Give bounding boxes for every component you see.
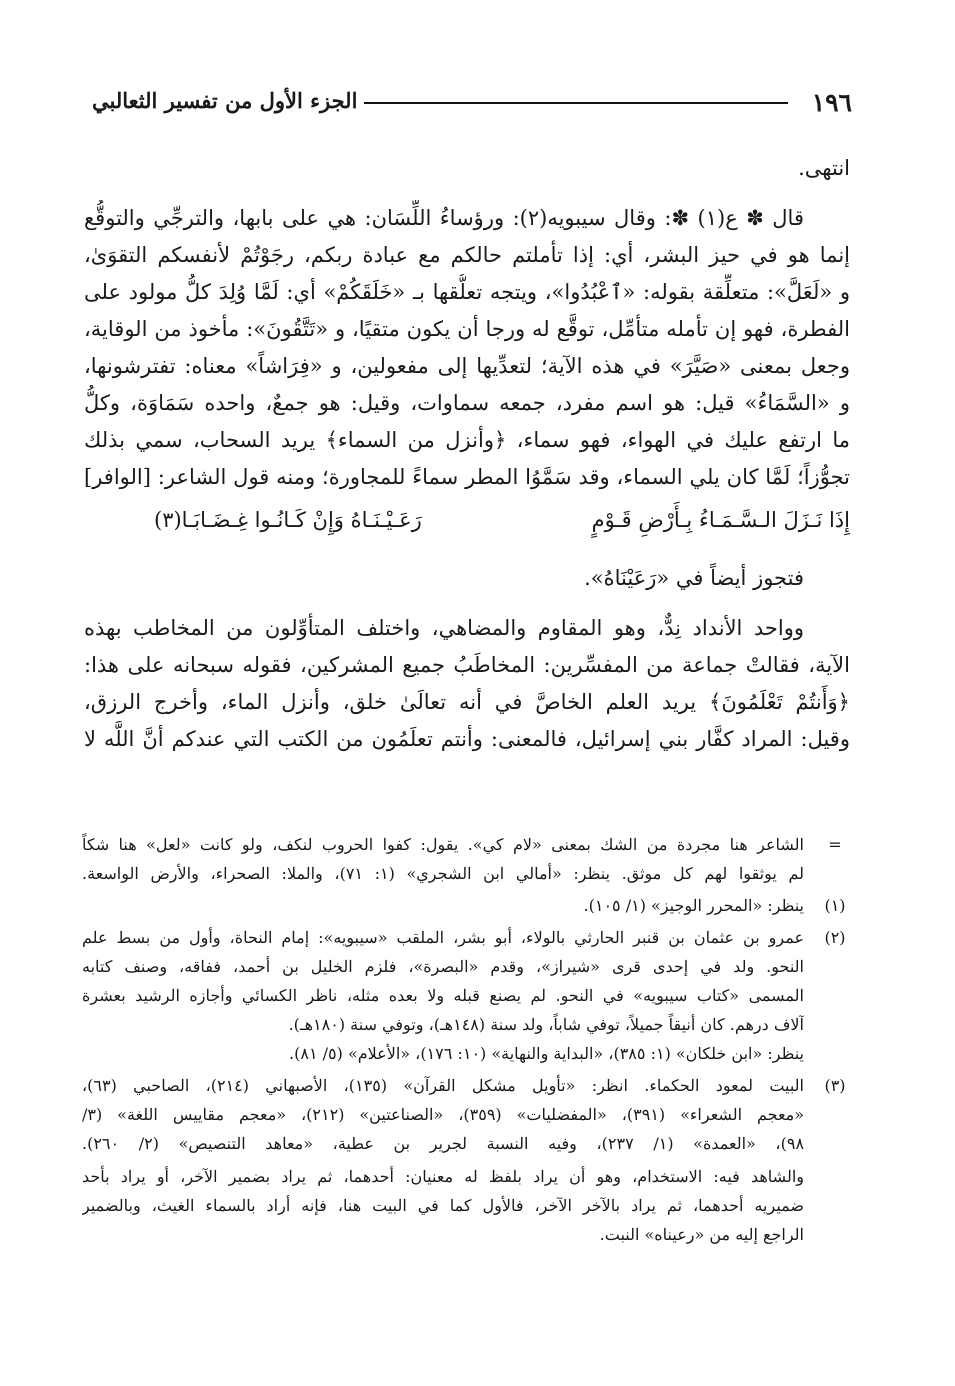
- footnote-line: عمرو بن عثمان بن قنبر الحارثي بالولاء، أبو بشر، الملقب «سيبويه»: إمام النحاة، وأول من بسط علم: [82, 928, 804, 947]
- header-rule: [364, 102, 788, 104]
- text-line: انتهى.: [798, 156, 850, 180]
- text-line: ﴿وَأَنتُمْ تَعْلَمُونَ﴾ يريد العلم الخاصَّ في أنه تعالَىٰ خلق، وأنزل الماء، وأخرج الرزق،: [84, 690, 850, 714]
- page-number: ١٩٦: [811, 88, 852, 117]
- footnote-line: لم يوثقوا لهم كل موثق. ينظر: «أمالي ابن الشجري» (١: ٧١)، والملا: الصحراء، والأرض الواسعة.: [82, 864, 804, 883]
- text-line: فتجوز أيضاً في «رَعَيْنَاهُ».: [584, 566, 804, 590]
- footnote-line: ينظر: «ابن خلكان» (١: ٣٨٥)، «البداية والنهاية» (١٠: ١٧٦)، «الأعلام» (٥/ ٨١).: [289, 1044, 804, 1063]
- footnote-marker: =: [828, 835, 842, 854]
- footnotes: [82, 830, 854, 1252]
- text-line: و «لَعَلَّ»: متعلِّقة بقوله: «ٱعْبُدُوا»، ويتجه تعلُّقها بـ «خَلَقَكُمْ» أي: لَمَّا وُلِدَ كلُّ مولود على: [84, 280, 850, 304]
- text-line: وقيل: المراد كفَّار بني إسرائيل، فالمعنى: وأنتم تعلَمُون من الكتب التي عندكم أنَّ اللَّه لا: [84, 727, 850, 751]
- footnote-line: «معجم الشعراء» (٣٩١)، «المفضليات» (٣٥٩)، «الصناعتين» (٢١٢)، «معجم مقاييس اللغة» (٣/: [82, 1105, 804, 1124]
- footnote-line: ينظر: «المحرر الوجيز» (١/ ١٠٥).: [583, 896, 804, 915]
- verse-second-hemistich: رَعَـيْـنَـاهُ وَإِنْ كَـانُـوا غِـضَـابَـا(٣): [154, 508, 422, 532]
- text-line: ما ارتفع عليك في الهواء، فهو سماء، ﴿وأنزل من السماء﴾ يريد السحاب، سمي بذلك: [84, 428, 850, 452]
- running-title: الجزء الأول من تفسير الثعالبي: [92, 88, 358, 113]
- footnote-marker: (٢): [824, 928, 846, 947]
- footnote-line: النحو. ولد في إحدى قرى «شيراز»، وقدم «البصرة»، فلزم الخليل بن أحمد، ففاقه، وصنف كتابه: [82, 957, 804, 976]
- footnote-continuation: [82, 830, 854, 888]
- footnote-marker: (١): [824, 896, 846, 915]
- footnote-line: الراجع إليه من «رعيناه» النبت.: [599, 1225, 804, 1244]
- footnote-3: [82, 1071, 854, 1249]
- footnote-marker: (٣): [824, 1076, 846, 1095]
- text-line: الآية، فقالتْ جماعة من المفسِّرين: المخاطَبُ جميع المشركين، فقوله سبحانه على هذا:: [84, 653, 850, 677]
- main-text: [84, 150, 850, 758]
- footnote-line: البيت لمعود الحكماء. انظر: «تأويل مشكل القرآن» (١٣٥)، الأصبهاني (٢١٤)، الصاحبي (٦٣)،: [82, 1076, 804, 1095]
- verse-first-hemistich: إِذَا نَـزَلَ الـسَّـمَـاءُ بِـأَرْضِ قَـوْمٍ: [591, 508, 850, 532]
- paragraph-sibawayh: [84, 200, 850, 496]
- footnote-line: والشاهد فيه: الاستخدام، وهو أن يراد بلفظ له معنيان: أحدهما، ثم يراد بضمير الآخر، أو يراد بأحد: [82, 1167, 804, 1186]
- footnote-2: [82, 923, 854, 1068]
- text-line: إنما هو في حيز البشر، أي: إذا تأملتم حالكم مع عبادة ربكم، رجَوْتُمْ لأنفسكم التقوَىٰ،: [84, 243, 850, 267]
- text-line: قال ✽ ع(١) ✽: وقال سيبويه(٢): ورؤساءُ اللِّسَان: هي على بابها، والترجِّي والتوقُّع: [84, 206, 804, 230]
- text-line: و «السَّمَاءُ» قيل: هو اسم مفرد، جمعه سماوات، وقيل: هو جمعٌ، واحده سَمَاوَة، وكلُّ: [84, 391, 850, 415]
- text-line: وجعل بمعنى «صَيَّرَ» في هذه الآية؛ لتعدِّيها إلى مفعولين، و «فِرَاشاً» معناه: تفترشونها،: [84, 354, 850, 378]
- footnote-line: الشاعر هنا مجردة من الشك بمعنى «لام كي». يقول: كفوا الحروب لنكف، ولو كانت «لعل» هنا شكاً: [82, 835, 804, 854]
- footnote-1: [82, 891, 854, 920]
- footnote-line: آلاف درهم. كان أنيقاً جميلاً، توفي شاباً، ولد سنة (١٤٨هـ)، وتوفي سنة (١٨٠هـ).: [288, 1015, 804, 1034]
- footnote-line: ٩٨)، «العمدة» (١/ ٢٣٧)، وفيه النسبة لجرير بن عطية، «معاهد التنصيص» (٢/ ٢٦٠).: [82, 1134, 804, 1153]
- text-line: وواحد الأنداد نِدٌّ، وهو المقاوم والمضاهي، واختلف المتأوِّلون من المخاطب بهذه: [84, 616, 804, 640]
- text-line: تجوُّزاً؛ لَمَّا كان يلي السماء، وقد سَمَّوُا المطر سماءً للمجاورة؛ ومنه قول الشاعر: [الوافر]: [84, 465, 850, 489]
- poetry-verse: [84, 496, 850, 560]
- paragraph-andad: [84, 610, 850, 758]
- text-line: الفطرة، فهو إن تأمله متأمِّل، توقَّع له ورجا أن يكون متقيًا، و «تَتَّقُونَ»: مأخوذ من الوقاية،: [84, 317, 850, 341]
- footnote-line: المسمى «كتاب سيبويه» في النحو. لم يصنع قبله ولا بعده مثله، ناظر الكسائي وأجازه الرشيد بعشرة: [82, 986, 804, 1005]
- running-header: [92, 88, 852, 122]
- footnote-line: ضميريه أحدهما، ثم يراد بالآخر الآخر، فالأول كما في البيت هنا، فإنه أراد بالسماء الغيث، وبالضمير: [82, 1196, 804, 1215]
